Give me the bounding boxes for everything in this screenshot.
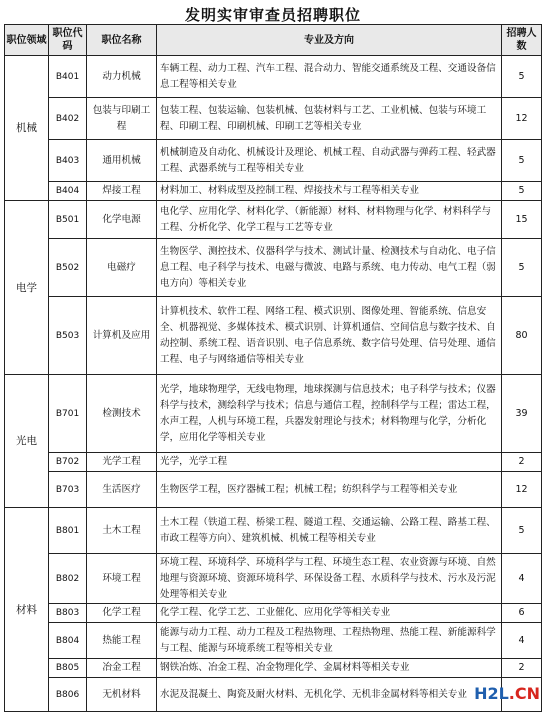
header-field: 职位领域 [5,25,49,56]
count-cell: 80 [502,297,542,375]
code-cell: B803 [49,604,87,623]
major-cell: 光学，地球物理学，无线电物理，地球探测与信息技术；电子科学与技术；仪器科学与技术，测绘科学与技术；信息与通信工程，控制科学与工程；雷达工程，水声工程，人机与环境工程，兵器发射理论与技术；材料物理与化学，分析化学，应用化学等相关专业 [157,375,502,453]
header-count: 招聘人数 [502,25,542,56]
major-cell: 钢铁冶炼、冶金工程、冶金物理化学、金属材料等相关专业 [157,659,502,678]
major-cell: 车辆工程、动力工程、汽车工程、混合动力、智能交通系统及工程、交通设备信息工程等相关专业 [157,56,502,98]
position-name-cell: 生活医疗 [87,472,157,508]
table-row [5,140,542,182]
table-row [5,472,542,508]
code-cell: B403 [49,140,87,182]
major-cell: 土木工程（铁道工程、桥梁工程、隧道工程、交通运输、公路工程、路基工程、市政工程等方向）、建筑机械、机械工程等相关专业 [157,508,502,554]
major-cell: 光学，光学工程 [157,453,502,472]
site-watermark [474,684,540,703]
count-cell: 5 [502,239,542,297]
count-cell: 6 [502,604,542,623]
header-code: 职位代码 [49,25,87,56]
code-cell: B802 [49,554,87,604]
count-cell: 4 [502,554,542,604]
code-cell: B503 [49,297,87,375]
field-cell: 光电 [5,375,49,508]
table-row [5,508,542,554]
table-row [5,623,542,659]
table-row [5,56,542,98]
table-row [5,554,542,604]
table-row [5,182,542,201]
count-cell: 39 [502,375,542,453]
count-cell: 5 [502,508,542,554]
positions-table [4,24,542,712]
code-cell: B702 [49,453,87,472]
header-major: 专业及方向 [157,25,502,56]
code-cell: B806 [49,678,87,712]
count-cell: 15 [502,201,542,239]
major-cell: 水泥及混凝土、陶瓷及耐火材料、无机化学、无机非金属材料等相关专业 [157,678,502,712]
position-name-cell: 无机材料 [87,678,157,712]
count-cell: 2 [502,453,542,472]
watermark-cn: .CN [508,684,540,703]
major-cell: 环境工程、环境科学、环境科学与工程、环境生态工程、农业资源与环境、自然地理与资源环境、资源环境科学、环保设备工程、水质科学与技术、污水及污泥处理等相关专业 [157,554,502,604]
field-cell: 材料 [5,508,49,712]
page-title: 发明实审审查员招聘职位 [184,6,361,24]
code-cell: B401 [49,56,87,98]
table-row [5,659,542,678]
count-cell: 4 [502,623,542,659]
position-name-cell: 化学工程 [87,604,157,623]
table-row [5,98,542,140]
watermark-h2l: H2L [474,684,509,703]
count-cell: 5 [502,182,542,201]
position-name-cell: 动力机械 [87,56,157,98]
table-row [5,201,542,239]
code-cell: B501 [49,201,87,239]
code-cell: B801 [49,508,87,554]
major-cell: 化学工程、化学工艺、工业催化、应用化学等相关专业 [157,604,502,623]
major-cell: 材料加工、材料成型及控制工程、焊接技术与工程等相关专业 [157,182,502,201]
count-cell: 12 [502,472,542,508]
position-name-cell: 包装与印刷工程 [87,98,157,140]
position-name-cell: 计算机及应用 [87,297,157,375]
count-cell: 2 [502,659,542,678]
code-cell: B404 [49,182,87,201]
code-cell: B703 [49,472,87,508]
position-name-cell: 检测技术 [87,375,157,453]
major-cell: 电化学、应用化学、材料化学、（新能源）材料、材料物理与化学、材料科学与工程、分析化学、化学工程与工艺等专业 [157,201,502,239]
major-cell: 机械制造及自动化、机械设计及理论、机械工程、自动武器与弹药工程、轻武器工程、武器系统与工程等相关专业 [157,140,502,182]
major-cell: 计算机技术、软件工程、网络工程、模式识别、图像处理、智能系统、信息安全、机器视觉、多媒体技术、模式识别、计算机通信、空间信息与数字技术、自动控制、系统工程、语音识别、电子信息系统、数字信号处理、信号处理、通信工程、电子与网络通信等相关专业 [157,297,502,375]
major-cell: 生物医学工程，医疗器械工程；机械工程；纺织科学与工程等相关专业 [157,472,502,508]
position-name-cell: 土木工程 [87,508,157,554]
table-header-row [5,25,542,56]
position-name-cell: 焊接工程 [87,182,157,201]
code-cell: B804 [49,623,87,659]
major-cell: 包装工程、包装运输、包装机械、包装材料与工艺、工业机械、包装与环境工程、印刷工程、印刷机械、印刷工艺等相关专业 [157,98,502,140]
field-cell: 机械 [5,56,49,201]
header-name: 职位名称 [87,25,157,56]
code-cell: B701 [49,375,87,453]
table-row [5,453,542,472]
position-name-cell: 环境工程 [87,554,157,604]
position-name-cell: 冶金工程 [87,659,157,678]
position-name-cell: 化学电源 [87,201,157,239]
table-row [5,678,542,712]
count-cell: 5 [502,56,542,98]
table-row [5,604,542,623]
code-cell: B805 [49,659,87,678]
code-cell: B402 [49,98,87,140]
count-cell: 5 [502,140,542,182]
table-row [5,297,542,375]
code-cell: B502 [49,239,87,297]
position-name-cell: 通用机械 [87,140,157,182]
position-name-cell: 热能工程 [87,623,157,659]
major-cell: 能源与动力工程、动力工程及工程热物理、工程热物理、热能工程、新能源科学与工程、能源与环境系统工程等相关专业 [157,623,502,659]
position-name-cell: 光学工程 [87,453,157,472]
table-row [5,375,542,453]
count-cell: 12 [502,98,542,140]
major-cell: 生物医学、测控技术、仪器科学与技术、测试计量、检测技术与自动化、电子信息工程、电子科学与技术、电磁与微波、电路与系统、电力传动、电气工程（弱电方向）等相关专业 [157,239,502,297]
table-row [5,239,542,297]
field-cell: 电学 [5,201,49,375]
position-name-cell: 电磁疗 [87,239,157,297]
